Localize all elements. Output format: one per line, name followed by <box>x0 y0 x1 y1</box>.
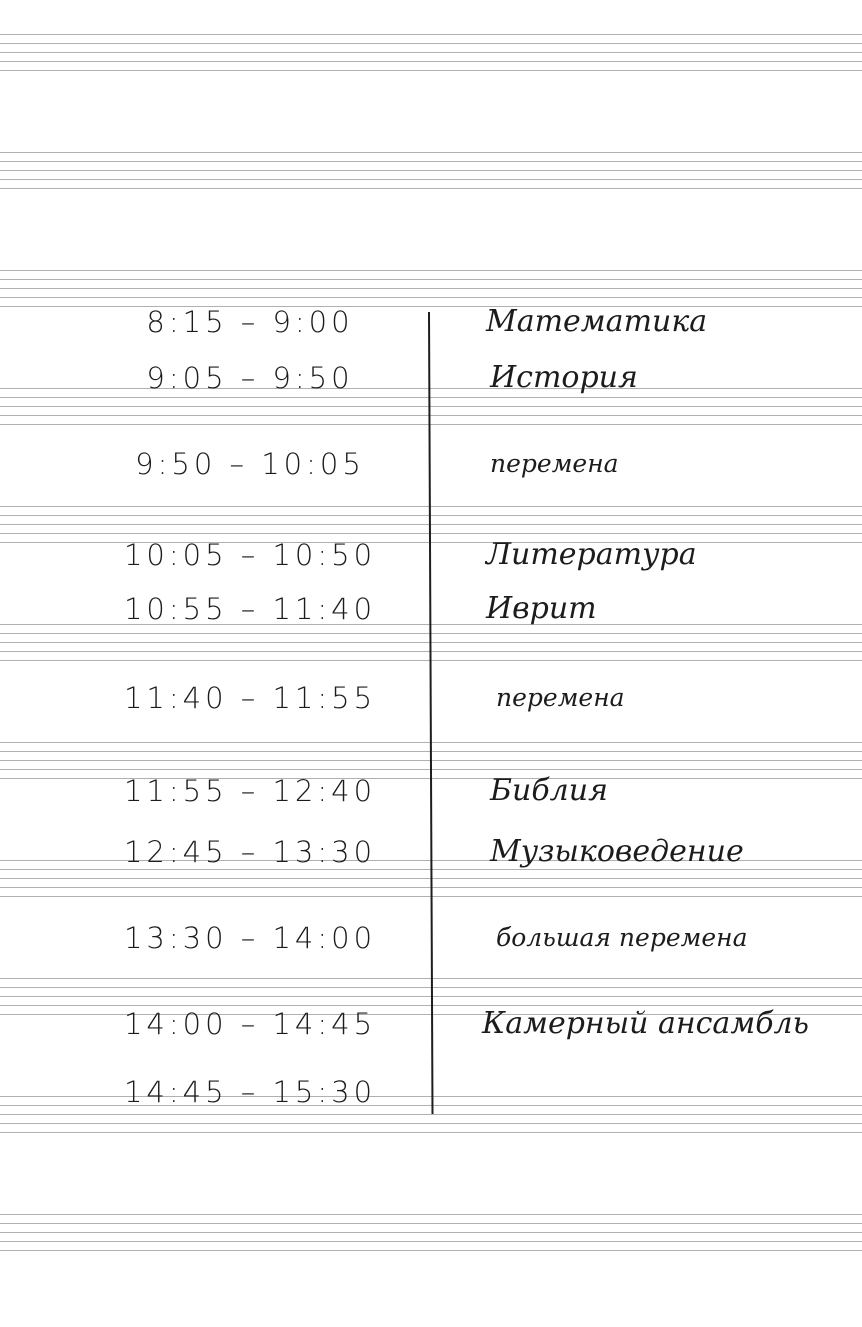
subject-name: История <box>490 360 638 395</box>
schedule-row <box>0 302 862 342</box>
time-range: 8:15 – 9:00 <box>146 305 354 339</box>
schedule-row <box>0 832 862 872</box>
schedule-row <box>0 358 862 398</box>
subject-name: Музыковедение <box>490 834 744 869</box>
subject-name: перемена <box>496 683 625 712</box>
time-range: 12:45 – 13:30 <box>123 835 377 869</box>
schedule-row <box>0 589 862 629</box>
time-range: 9:05 – 9:50 <box>146 361 354 395</box>
subject-name: Библия <box>490 773 608 808</box>
subject-name: Иврит <box>486 591 597 626</box>
schedule-row <box>0 918 862 958</box>
time-range: 11:55 – 12:40 <box>123 774 377 808</box>
schedule-row <box>0 1072 862 1112</box>
subject-name: перемена <box>490 449 619 478</box>
schedule-row <box>0 678 862 718</box>
staff-1 <box>0 34 862 72</box>
subject-name: Литература <box>486 537 697 572</box>
subject-name: большая перемена <box>496 923 748 952</box>
time-range: 10:05 – 10:50 <box>123 538 377 572</box>
time-range: 11:40 – 11:55 <box>123 681 377 715</box>
schedule-row <box>0 535 862 575</box>
staff-2 <box>0 152 862 190</box>
time-range: 9:50 – 10:05 <box>135 447 365 481</box>
subject-name: Камерный ансамбль <box>482 1006 809 1041</box>
schedule-row <box>0 1004 862 1044</box>
time-range: 14:45 – 15:30 <box>123 1075 377 1109</box>
time-range: 14:00 – 14:45 <box>123 1007 377 1041</box>
schedule-row <box>0 771 862 811</box>
subject-name: Математика <box>486 304 708 339</box>
time-range: 13:30 – 14:00 <box>123 921 377 955</box>
staff-11 <box>0 1214 862 1252</box>
schedule-row <box>0 444 862 484</box>
time-range: 10:55 – 11:40 <box>123 592 377 626</box>
